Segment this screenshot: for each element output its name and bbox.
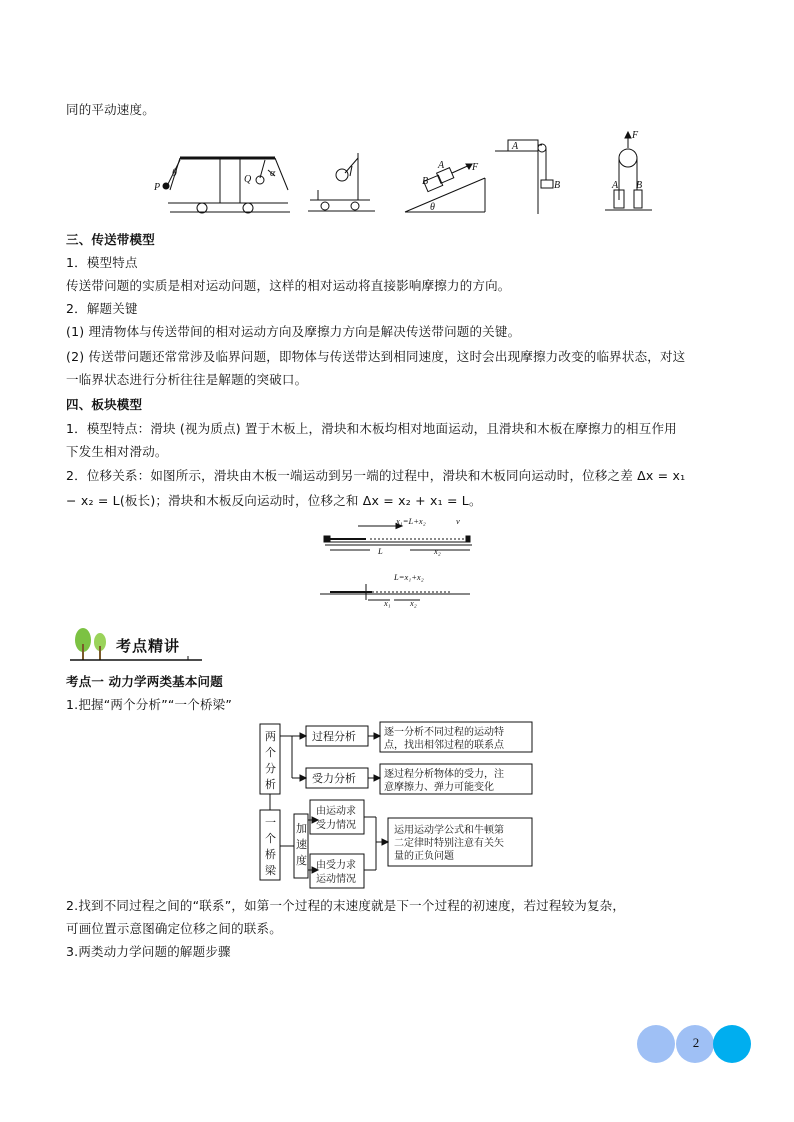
sec3-h2: 2．解题关键: [66, 301, 138, 316]
analysis-flow-diagram: [258, 720, 538, 890]
desc3-line2: 二定律时特别注意有关矢: [394, 838, 504, 849]
bridge-char-3: 桥: [265, 848, 276, 861]
force-to-motion-line2: 运动情况: [316, 874, 356, 885]
fig1-label-f: F: [472, 162, 479, 173]
sec4-p1b: 下发生相对滑动。: [66, 444, 168, 459]
two-analysis-char-2: 个: [265, 746, 276, 759]
bridge-char-4: 梁: [265, 864, 276, 877]
fig1-label-b2: B: [554, 180, 561, 191]
fig2-top-label: x₁=L+x₂: [396, 516, 426, 526]
fig2-x2b-label: x₂: [410, 598, 417, 608]
figure-row-1: [140, 128, 660, 218]
sec3-p2: (1) 理清物体与传送带间的相对运动方向及摩擦力方向是解决传送带问题的关键。: [66, 324, 521, 339]
intro-line: 同的平动速度。: [66, 102, 155, 117]
fig1-label-b3: B: [636, 180, 643, 191]
desc3-line3: 量的正负问题: [394, 851, 454, 862]
fig1-label-a3: A: [612, 180, 619, 191]
accel-char-1: 加: [296, 822, 307, 835]
fig1-label-alpha: α: [270, 168, 276, 179]
section-header: 考点精讲: [116, 637, 181, 655]
motion-to-force-line1: 由运动求: [316, 806, 356, 817]
motion-to-force-line2: 受力情况: [316, 820, 356, 831]
fig2-v-label: v: [456, 516, 460, 526]
two-analysis-char-4: 析: [265, 778, 276, 791]
desc1-line2: 点，找出相邻过程的联系点: [384, 740, 504, 751]
desc2-line1: 逐过程分析物体的受力，注: [384, 769, 504, 780]
sec4-title: 四、板块模型: [66, 397, 143, 412]
desc2-line2: 意摩擦力、弹力可能变化: [384, 782, 494, 793]
kp1-title: 考点一 动力学两类基本问题: [66, 674, 223, 689]
fig2-l-label: L: [378, 546, 383, 556]
fig1-label-theta: θ: [172, 168, 177, 179]
section-header-underline: [70, 656, 210, 666]
fig1-label-theta2: θ: [430, 202, 435, 213]
two-analysis-char-1: 两: [265, 730, 276, 743]
fig1-label-q: Q: [244, 174, 252, 185]
sec3-title: 三、传送带模型: [66, 232, 155, 247]
sec4-p2a: 2．位移关系：如图所示，滑块由木板一端运动到另一端的过程中，滑块和木板同向运动时，位移之差 Δx = x₁: [66, 468, 686, 483]
sec3-p3b: 一临界状态进行分析往往是解题的突破口。: [66, 372, 308, 387]
desc1-line1: 逐一分析不同过程的运动特: [384, 727, 504, 738]
sec4-p2b: − x₂ = L(板长)；滑块和木板反向运动时，位移之和 Δx = x₂ + x₁ = L。: [66, 493, 482, 508]
sec3-p1: 传送带问题的实质是相对运动问题，这样的相对运动将直接影响摩擦力的方向。: [66, 278, 511, 293]
fig2-x2-label: x₂: [434, 546, 441, 556]
force-analysis-label: 受力分析: [312, 772, 356, 785]
fig1-label-b: B: [422, 176, 429, 187]
page-number: 2: [692, 1035, 700, 1050]
accel-char-2: 速: [296, 838, 307, 851]
process-analysis-label: 过程分析: [312, 730, 356, 743]
accel-char-3: 度: [296, 854, 307, 867]
bridge-char-1: 一: [265, 816, 276, 829]
kp1-l3: 3.两类动力学问题的解题步骤: [66, 944, 231, 959]
bridge-char-2: 个: [265, 832, 276, 845]
desc3-line1: 运用运动学公式和牛顿第: [394, 825, 504, 836]
sec3-p3a: (2) 传送带问题还常常涉及临界问题，即物体与传送带达到相同速度，这时会出现摩擦力改变的临界状态，对这: [66, 349, 686, 364]
kp1-l1: 1.把握“两个分析”“一个桥梁”: [66, 697, 233, 712]
two-analysis-char-3: 分: [265, 762, 276, 775]
sec4-p1a: 1．模型特点：滑块 (视为质点) 置于木板上，滑块和木板均相对地面运动，且滑块和木板在摩擦力的相互作用: [66, 421, 677, 436]
figure-plate-block: [310, 514, 490, 614]
fig1-label-a2: A: [512, 141, 519, 152]
force-to-motion-line1: 由受力求: [316, 860, 356, 871]
fig1-label-f2: F: [632, 130, 639, 141]
fig1-label-a: A: [438, 160, 445, 171]
fig2-x1b-label: x₁: [384, 598, 391, 608]
kp1-l2a: 2.找到不同过程之间的“联系”，如第一个过程的末速度就是下一个过程的初速度，若过程较为复杂，: [66, 898, 626, 913]
fig2-bottom-label: L=x₁+x₂: [394, 572, 424, 582]
sec3-h1: 1．模型特点: [66, 255, 138, 270]
kp1-l2b: 可画位置示意图确定位移之间的联系。: [66, 921, 282, 936]
fig1-label-p: P: [154, 182, 161, 193]
